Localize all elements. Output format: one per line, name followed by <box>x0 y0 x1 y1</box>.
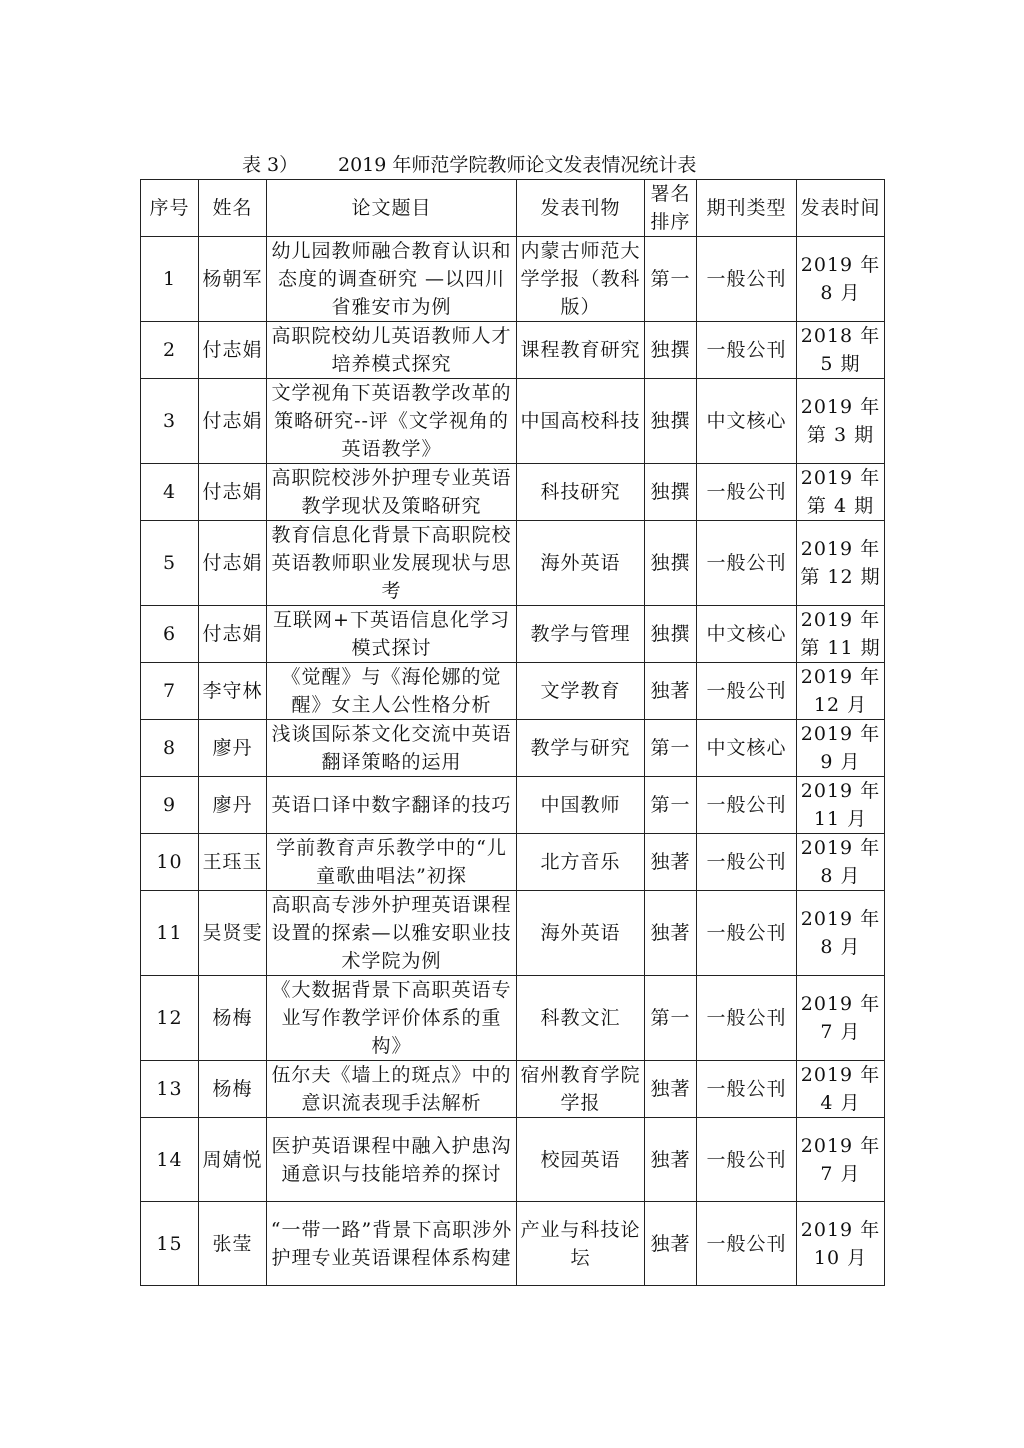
cell-type: 一般公刊 <box>697 1118 797 1202</box>
cell-date: 2019 年第 12 期 <box>797 521 885 606</box>
cell-rank: 第一 <box>645 720 697 777</box>
cell-type: 中文核心 <box>697 379 797 464</box>
cell-date: 2019 年 7 月 <box>797 976 885 1061</box>
cell-title: 高职院校涉外护理专业英语教学现状及策略研究 <box>267 464 517 521</box>
cell-name: 付志娟 <box>199 521 267 606</box>
cell-rank: 独著 <box>645 891 697 976</box>
cell-rank: 独撰 <box>645 464 697 521</box>
cell-type: 一般公刊 <box>697 777 797 834</box>
cell-no: 12 <box>141 976 199 1061</box>
header-title: 论文题目 <box>267 180 517 237</box>
cell-type: 一般公刊 <box>697 834 797 891</box>
cell-journal: 北方音乐 <box>517 834 645 891</box>
cell-rank: 独撰 <box>645 322 697 379</box>
cell-title: 《大数据背景下高职英语专业写作教学评价体系的重构》 <box>267 976 517 1061</box>
cell-title: 伍尔夫《墙上的斑点》中的意识流表现手法解析 <box>267 1061 517 1118</box>
cell-date: 2019 年 11 月 <box>797 777 885 834</box>
cell-no: 5 <box>141 521 199 606</box>
cell-no: 1 <box>141 237 199 322</box>
table-row <box>141 379 885 464</box>
cell-type: 一般公刊 <box>697 322 797 379</box>
cell-date: 2019 年第 3 期 <box>797 379 885 464</box>
cell-rank: 独著 <box>645 1118 697 1202</box>
cell-no: 6 <box>141 606 199 663</box>
cell-title: “一带一路”背景下高职涉外护理专业英语课程体系构建 <box>267 1202 517 1286</box>
cell-rank: 第一 <box>645 237 697 322</box>
cell-rank: 第一 <box>645 777 697 834</box>
cell-journal: 中国高校科技 <box>517 379 645 464</box>
cell-rank: 独撰 <box>645 521 697 606</box>
header-date: 发表时间 <box>797 180 885 237</box>
table-row <box>141 322 885 379</box>
cell-journal: 科教文汇 <box>517 976 645 1061</box>
cell-title: 教育信息化背景下高职院校英语教师职业发展现状与思考 <box>267 521 517 606</box>
cell-type: 一般公刊 <box>697 237 797 322</box>
cell-type: 一般公刊 <box>697 1202 797 1286</box>
cell-date: 2019 年 8 月 <box>797 237 885 322</box>
cell-type: 一般公刊 <box>697 464 797 521</box>
table-row <box>141 834 885 891</box>
cell-title: 学前教育声乐教学中的“儿童歌曲唱法”初探 <box>267 834 517 891</box>
cell-journal: 海外英语 <box>517 891 645 976</box>
table-row <box>141 976 885 1061</box>
cell-journal: 文学教育 <box>517 663 645 720</box>
cell-journal: 海外英语 <box>517 521 645 606</box>
table-row <box>141 663 885 720</box>
header-no: 序号 <box>141 180 199 237</box>
cell-journal: 课程教育研究 <box>517 322 645 379</box>
cell-date: 2019 年 9 月 <box>797 720 885 777</box>
cell-type: 一般公刊 <box>697 663 797 720</box>
cell-date: 2019 年第 4 期 <box>797 464 885 521</box>
table-row <box>141 521 885 606</box>
cell-title: 高职高专涉外护理英语课程设置的探索—以雅安职业技术学院为例 <box>267 891 517 976</box>
cell-name: 杨朝军 <box>199 237 267 322</box>
cell-no: 14 <box>141 1118 199 1202</box>
cell-type: 中文核心 <box>697 720 797 777</box>
cell-no: 13 <box>141 1061 199 1118</box>
cell-type: 一般公刊 <box>697 521 797 606</box>
cell-name: 张莹 <box>199 1202 267 1286</box>
header-journal: 发表刊物 <box>517 180 645 237</box>
cell-journal: 宿州教育学院学报 <box>517 1061 645 1118</box>
cell-date: 2019 年 12 月 <box>797 663 885 720</box>
cell-title: 英语口译中数字翻译的技巧 <box>267 777 517 834</box>
header-type: 期刊类型 <box>697 180 797 237</box>
cell-rank: 独著 <box>645 1202 697 1286</box>
table-title: 2019 年师范学院教师论文发表情况统计表 <box>338 154 697 176</box>
cell-title: 文学视角下英语教学改革的策略研究--评《文学视角的英语教学》 <box>267 379 517 464</box>
table-header-row <box>141 180 885 237</box>
cell-rank: 独撰 <box>645 606 697 663</box>
cell-date: 2019 年 4 月 <box>797 1061 885 1118</box>
cell-name: 周婧悦 <box>199 1118 267 1202</box>
header-name: 姓名 <box>199 180 267 237</box>
cell-name: 付志娟 <box>199 379 267 464</box>
cell-name: 吴贤雯 <box>199 891 267 976</box>
cell-type: 一般公刊 <box>697 1061 797 1118</box>
cell-no: 7 <box>141 663 199 720</box>
cell-date: 2019 年 8 月 <box>797 834 885 891</box>
cell-name: 杨梅 <box>199 976 267 1061</box>
cell-date: 2019 年第 11 期 <box>797 606 885 663</box>
cell-name: 付志娟 <box>199 322 267 379</box>
cell-journal: 校园英语 <box>517 1118 645 1202</box>
cell-journal: 内蒙古师范大学学报（教科版） <box>517 237 645 322</box>
cell-journal: 科技研究 <box>517 464 645 521</box>
cell-journal: 中国教师 <box>517 777 645 834</box>
cell-no: 4 <box>141 464 199 521</box>
cell-rank: 独著 <box>645 1061 697 1118</box>
cell-title: 《觉醒》与《海伦娜的觉醒》女主人公性格分析 <box>267 663 517 720</box>
table-row <box>141 891 885 976</box>
cell-type: 中文核心 <box>697 606 797 663</box>
cell-no: 10 <box>141 834 199 891</box>
cell-name: 付志娟 <box>199 464 267 521</box>
table-row <box>141 777 885 834</box>
cell-title: 医护英语课程中融入护患沟通意识与技能培养的探讨 <box>267 1118 517 1202</box>
cell-rank: 独著 <box>645 663 697 720</box>
cell-rank: 第一 <box>645 976 697 1061</box>
cell-journal: 产业与科技论坛 <box>517 1202 645 1286</box>
cell-name: 王珏玉 <box>199 834 267 891</box>
cell-name: 付志娟 <box>199 606 267 663</box>
cell-title: 高职院校幼儿英语教师人才培养模式探究 <box>267 322 517 379</box>
cell-no: 15 <box>141 1202 199 1286</box>
cell-rank: 独著 <box>645 834 697 891</box>
table-row <box>141 237 885 322</box>
table-body <box>141 237 885 1286</box>
cell-title: 浅谈国际茶文化交流中英语翻译策略的运用 <box>267 720 517 777</box>
cell-type: 一般公刊 <box>697 891 797 976</box>
table-row <box>141 606 885 663</box>
cell-no: 2 <box>141 322 199 379</box>
cell-name: 廖丹 <box>199 720 267 777</box>
cell-name: 廖丹 <box>199 777 267 834</box>
table-number: 表 3） <box>242 154 299 176</box>
table-row <box>141 720 885 777</box>
cell-journal: 教学与管理 <box>517 606 645 663</box>
header-rank: 署名排序 <box>645 180 697 237</box>
cell-date: 2019 年 7 月 <box>797 1118 885 1202</box>
cell-title: 互联网+下英语信息化学习模式探讨 <box>267 606 517 663</box>
table-row <box>141 1061 885 1118</box>
cell-date: 2019 年 10 月 <box>797 1202 885 1286</box>
cell-name: 杨梅 <box>199 1061 267 1118</box>
cell-no: 9 <box>141 777 199 834</box>
cell-date: 2018 年 5 期 <box>797 322 885 379</box>
cell-title: 幼儿园教师融合教育认识和态度的调查研究 —以四川省雅安市为例 <box>267 237 517 322</box>
cell-journal: 教学与研究 <box>517 720 645 777</box>
cell-date: 2019 年 8 月 <box>797 891 885 976</box>
cell-rank: 独撰 <box>645 379 697 464</box>
table-row <box>141 464 885 521</box>
table-row <box>141 1118 885 1202</box>
papers-table <box>140 179 885 1286</box>
cell-name: 李守林 <box>199 663 267 720</box>
cell-no: 11 <box>141 891 199 976</box>
table-row <box>141 1202 885 1286</box>
cell-no: 3 <box>141 379 199 464</box>
table-caption <box>140 150 884 180</box>
cell-no: 8 <box>141 720 199 777</box>
cell-type: 一般公刊 <box>697 976 797 1061</box>
